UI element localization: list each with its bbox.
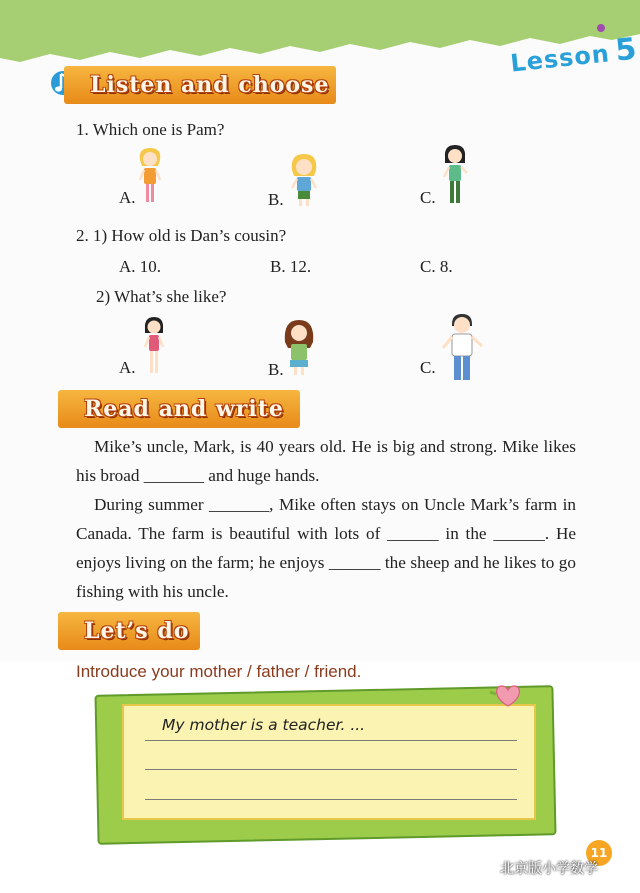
lesson-number: 5 [613,31,640,69]
reading-passage [76,432,576,606]
girl-figure-b [288,152,320,208]
q2-1-option-b: B. 12. [270,257,312,276]
section-banner-lets-do [58,612,200,650]
girl-figure-a [136,146,164,208]
q2-2-option-b: B. [268,360,284,379]
girl-figure-q2-b [282,318,316,376]
lesson-label: Lesson5 [509,31,640,78]
question-2-part-2: 2) What’s she like? [96,287,227,306]
q2-2-option-c: C. [420,358,436,377]
example-sentence: My mother is a teacher. ... [162,716,366,734]
question-2-part-1: 2. 1) How old is Dan’s cousin? [76,226,287,245]
girl-figure-c [440,143,470,207]
lesson-dot-decoration [597,24,605,32]
writing-line-1 [145,740,517,741]
man-figure-q2-c [440,312,486,382]
page-number: 11 [586,840,612,866]
section-title: Read and write [84,396,284,422]
heart-icon [486,682,522,708]
question-1: 1. Which one is Pam? [76,120,225,139]
section-title: Let’s do [84,618,190,644]
passage-paragraph-2: During summer _______, Mike often stays on Uncle Mark’s farm in Canada. The farm is beautiful with lots of ______ in the ______. He enjoys living on the farm; he enjoys ______ the sheep and he likes to go fishing with his uncle. [76,495,576,601]
activity-prompt: Introduce your mother / father / friend. [76,662,362,681]
q2-1-option-c: C. 8. [420,257,453,276]
section-title: Listen and choose [90,72,330,98]
q2-2-option-a: A. [119,358,136,377]
girl-figure-q2-a [141,315,167,377]
q1-option-a: A. [119,188,136,207]
q1-option-c: C. [420,188,436,207]
writing-line-2 [145,769,517,770]
section-banner-read [58,390,300,428]
watermark: 北京版小学数学 [478,858,598,878]
q1-option-b: B. [268,190,284,209]
q2-1-option-a: A. 10. [119,257,162,276]
section-banner-listen [64,66,336,104]
passage-paragraph-1: Mike’s uncle, Mark, is 40 years old. He is big and strong. Mike likes his broad _______ and huge hands. [76,437,576,485]
writing-line-3 [145,799,517,800]
chat-bubble-icon [478,861,496,875]
